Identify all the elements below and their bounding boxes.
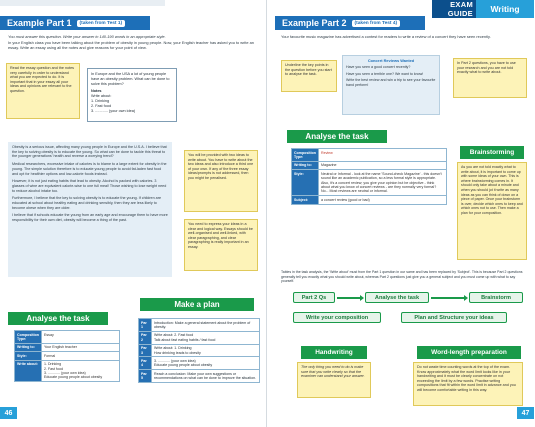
table-value: Magazine xyxy=(318,161,446,169)
right-title-bar xyxy=(275,16,425,30)
left-analyse-title: Analyse the task xyxy=(26,314,90,323)
table-label: Style: xyxy=(292,170,319,196)
page-number-right: 47 xyxy=(517,407,534,419)
flow-plan xyxy=(401,312,507,323)
table-row xyxy=(15,343,120,351)
plan-heading xyxy=(140,298,254,311)
plan-label: Par 4 xyxy=(139,357,152,370)
table-row xyxy=(139,357,260,370)
table-label: Write about: xyxy=(15,360,42,382)
left-intro-2: In your English class you have been talking about the problem of obesity in young people. Now, your English teacher has asked you to write an essay. Write an essay using all the notes and give reasons for your point of view. xyxy=(8,40,254,50)
exam-guide-label: EXAM GUIDE xyxy=(447,0,473,18)
flow-part2-label: Part 2 Qs xyxy=(301,294,327,301)
advert-line-1: Have you seen a good concert recently? xyxy=(346,65,411,69)
brainstorm-text: As you are not told exactly what to write about, it is important to come up with some ideas of your own. This is where brainstorming comes in. It should only take about a minute and when you should jot it write as many ideas as you can think of down on a piece of paper. Once your brainstorm is over, decide which ones to keep and which ones not to use. Then make a plan for your composition. xyxy=(461,165,523,215)
wordlength-text: Do not waste time counting words at the top of the exam. Know approximately what the word limit looks like in your handwriting and it must be clearly concentrate on not exceeding the limit by a few words. Practise writing compositions that fit within the word limit in advance and you will become comfortable writing in this way. xyxy=(417,365,516,392)
flow-plan-label: Plan and Structure your ideas xyxy=(414,314,494,321)
page-number-left: 46 xyxy=(0,407,17,419)
note-item-2: 2. Fast food xyxy=(91,103,112,108)
handwriting-heading xyxy=(301,346,367,359)
plan-label: Par 5 xyxy=(139,370,152,383)
page-left xyxy=(0,0,267,427)
table-row xyxy=(292,161,447,169)
wordlength-heading xyxy=(417,346,521,359)
flow-arrow xyxy=(337,297,361,299)
table-value: Formal xyxy=(41,352,119,360)
flow-write xyxy=(293,312,381,323)
side-note-organise-text: You need to express your ideas in a clear and logical way. Essays should be well-organised and well-linked, with clear paragraphing, and clear paragraphing is really important in an essay. xyxy=(188,222,253,249)
table-row xyxy=(139,344,260,357)
plan-title: Make a plan xyxy=(174,300,220,309)
right-title-tag: (taken from Test 4) xyxy=(352,20,401,27)
table-row xyxy=(139,319,260,332)
table-value: 1. Drinking 2. Fast food 3. ............ (your own idea) Educate young people about obesity xyxy=(41,360,119,382)
wordlength-note xyxy=(413,362,523,406)
plan-value: Reach a conclusion: Make your own suggestions or recommendations on what can be done to improve the situation. xyxy=(152,370,260,383)
writing-label: Writing xyxy=(476,0,534,18)
part2-note-text: In Part 2 questions, you have to use your research and you are not told exactly what to write about. xyxy=(457,61,516,75)
left-analyse-table xyxy=(14,330,120,382)
advert-line-2: Have you seen a terrible one? We want to know! xyxy=(346,71,424,76)
table-value: Your English teacher xyxy=(41,343,119,351)
table-row xyxy=(15,360,120,382)
table-label: Subject: xyxy=(292,196,319,204)
table-row xyxy=(139,370,260,383)
plan-label: Par 1 xyxy=(139,319,152,332)
essay-paragraph-3: However, it is not just eating habits that lead to obesity. Alcohol is packed with calories. 3 glasses of wine are equivalent calorie-wise to one full meal! Those wishing to lose weight need to reduce alcohol intake too. xyxy=(12,179,167,193)
handwriting-text: The only thing you need to do is make sure that you write clearly so that the examiner can understand your answer. xyxy=(301,365,365,379)
exam-guide-header xyxy=(432,0,534,18)
plan-value: 3. ............ (your own idea) Educate young people about obesity xyxy=(152,357,260,370)
left-intro-1: You must answer this question. Write your answer in 140-190 words in an appropriate style. xyxy=(8,34,166,39)
page-right xyxy=(267,0,534,427)
read-note xyxy=(6,63,80,119)
flow-brainstorm-label: Brainstorm xyxy=(481,294,511,301)
wordlength-title: Word-length preparation xyxy=(431,349,507,356)
advert-title: Concert Reviews Wanted xyxy=(367,58,415,63)
plan-table xyxy=(138,318,260,383)
left-analyse-heading xyxy=(8,312,108,325)
advert-box xyxy=(342,55,440,115)
side-note-ideas-text: You will be provided with two ideas to write about. You have to write about the two ideas and also introduce a third one of your own. If any of the three essay ideas/prompts is not addressed, then you might be penalised. xyxy=(188,153,254,180)
table-label: Composition Type: xyxy=(292,149,319,162)
plan-value: Write about: 1. Drinking How drinking leads to obesity xyxy=(152,344,260,357)
right-title: Example Part 2 xyxy=(282,18,347,28)
table-row xyxy=(15,331,120,344)
note-item-1: 1. Drinking xyxy=(91,98,110,103)
handwriting-title: Handwriting xyxy=(315,349,353,356)
side-note-organise xyxy=(184,219,258,271)
brainstorm-title: Brainstorming xyxy=(469,149,515,156)
brainstorm-heading xyxy=(460,146,524,159)
underline-note xyxy=(281,60,337,92)
left-title-tag: (taken from Test 1) xyxy=(77,20,126,27)
sample-essay xyxy=(8,142,172,277)
table-row xyxy=(139,331,260,344)
table-row xyxy=(292,196,447,204)
table-row xyxy=(292,149,447,162)
table-value: a concert review (good or bad) xyxy=(318,196,446,204)
essay-question-box xyxy=(87,68,177,122)
plan-value: Write about: 2. Fast food Talk about fast eating habits / fast food xyxy=(152,331,260,344)
table-row xyxy=(15,352,120,360)
table-value: Neutral or Informal - look at the name 'Sound-check Magazine' - this doesn't sound like an academic publication, so a less formal style is appropriate. Also, it's a concert review; you give your opinion but be objective - think about what you know of concert reviews - are they normally very formal? No... Most reviews are neutral or informal. xyxy=(318,170,446,196)
right-analyse-title: Analyse the task xyxy=(305,132,369,141)
essay-question-text: In Europe and the USA a lot of young people have an obesity problem. What can be done to solve this problem? xyxy=(91,72,170,86)
flow-analyse-label: Analyse the task xyxy=(374,294,420,301)
flow-part2 xyxy=(293,292,335,303)
plan-label: Par 3 xyxy=(139,344,152,357)
essay-paragraph-5: I believe that if schools educate the young from an early age and encourage them to have more responsibility for their own diet, obesity will become a thing of the past. xyxy=(12,213,168,223)
table-label: Writing to: xyxy=(292,161,319,169)
table-label: Composition Type: xyxy=(15,331,42,344)
flow-write-label: Write your composition xyxy=(305,314,369,321)
essay-paragraph-4: Furthermore, I believe that the key to solving obesity is to educate the young. If children are educated at school about healthy eating and drinking sensibly, then they are less likely to become obese when they are older. xyxy=(12,196,162,210)
side-note-ideas xyxy=(184,150,258,212)
part2-note xyxy=(453,58,527,98)
essay-paragraph-1: Obesity is a serious issue, affecting many young people in Europe and the U.S.A. I believe that the key to solving obesity is to educate the young. So what can be done to tackle this threat to the younger generations' health and reverse a worrying trend? xyxy=(12,145,167,159)
table-label: Style: xyxy=(15,352,42,360)
table-row xyxy=(292,170,447,196)
advert-line-3: Write the best review and win a trip to see your favourite band perform! xyxy=(346,78,436,87)
top-strip-left xyxy=(0,0,165,6)
handwriting-note xyxy=(297,362,371,398)
right-analyse-table xyxy=(291,148,447,205)
plan-value: Introduction: Make a general statement about the problem of obesity. xyxy=(152,319,260,332)
right-intro-text: Your favourite music magazine has advertised a contest for readers to write a review of a concert they have seen recently. xyxy=(281,34,491,39)
underline-note-text: Underline the key points in the question before you start to analyse the task. xyxy=(285,63,332,77)
right-intro xyxy=(281,34,529,39)
notes-label: Notes xyxy=(91,89,102,94)
note-item-3: 3. ............ (your own idea) xyxy=(91,108,136,113)
after-table-text: Tables in the task analysis, the 'Write about' must from the Part 1 question in our same and has been replaced by 'Subject'. This is because Part 2 questions generally tell you exactly what you should write about, whereas Part 2 questions just give you a general subject and you must come up with what to say yourself. xyxy=(281,270,523,283)
left-intro xyxy=(8,34,263,50)
table-label: Writing to: xyxy=(15,343,42,351)
flow-brainstorm xyxy=(469,292,523,303)
write-about-label: Write about: xyxy=(91,94,112,99)
right-analyse-heading xyxy=(287,130,387,143)
table-value: Essay xyxy=(41,331,119,344)
flow-arrow xyxy=(431,297,465,299)
flow-analyse xyxy=(365,292,429,303)
plan-label: Par 2 xyxy=(139,331,152,344)
read-note-text: Read the essay question and the notes very carefully in order to understand what you are expected to do. It is important that in your essay all your ideas and opinions are relevant to the question. xyxy=(10,66,74,93)
table-value: Review xyxy=(318,149,446,162)
brainstorm-note xyxy=(457,162,527,260)
essay-paragraph-2: Medical researchers, excessive intake of calories is to blame to a large extent for obesity in the young. The simple solution therefore is to educate young people to avoid fat-laden fast food and opt for healthier options and low-calorie foods instead. xyxy=(12,162,167,176)
left-title: Example Part 1 xyxy=(7,18,72,28)
left-title-bar xyxy=(0,16,150,30)
